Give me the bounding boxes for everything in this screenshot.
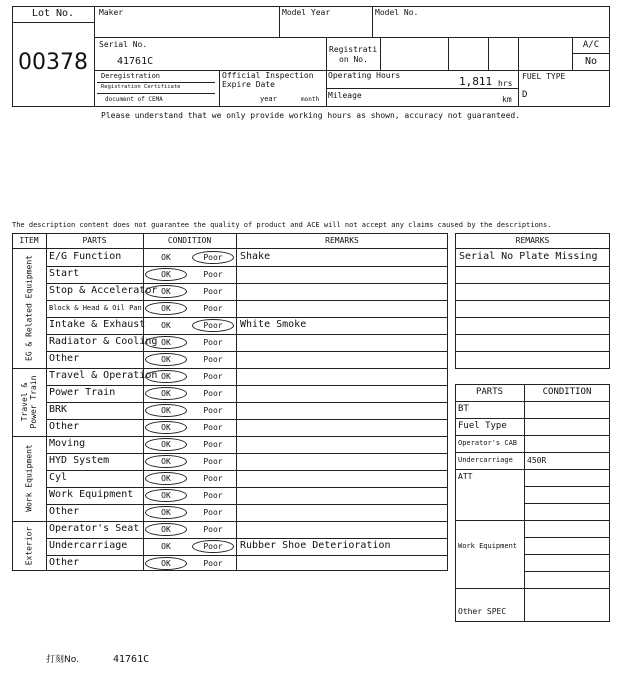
other-spec-label: Other SPEC — [458, 607, 507, 616]
model-no-label: Model No. — [375, 8, 419, 17]
row-divider — [46, 266, 448, 267]
divider — [326, 37, 327, 107]
poor-option[interactable]: Poor — [203, 253, 223, 262]
divider — [518, 37, 519, 107]
row-divider — [455, 266, 610, 267]
row-divider — [46, 470, 448, 471]
selection-circle — [192, 251, 234, 264]
selection-circle — [145, 421, 187, 434]
row-divider — [455, 317, 610, 318]
ok-option[interactable]: OK — [161, 304, 171, 313]
poor-option[interactable]: Poor — [203, 542, 223, 551]
part-label: Start — [49, 268, 80, 279]
undercarriage-label: Undercarriage — [458, 456, 513, 464]
selection-circle — [192, 319, 234, 332]
bt-label: BT — [458, 404, 469, 414]
part-label: Power Train — [49, 387, 116, 398]
work-equipment-label: Work Equipment — [458, 542, 518, 550]
divider — [279, 6, 280, 37]
selection-circle — [145, 353, 187, 366]
ok-option[interactable]: OK — [161, 321, 171, 330]
row-divider — [46, 487, 448, 488]
operating-hours-label: Operating Hours — [328, 71, 401, 80]
deregistration-label: Deregistration — [101, 72, 161, 80]
row-divider — [46, 300, 448, 301]
selection-circle — [145, 455, 187, 468]
selection-circle — [145, 268, 187, 281]
selection-circle — [145, 285, 187, 298]
selection-circle — [145, 489, 187, 502]
divider — [524, 486, 610, 487]
ok-option[interactable]: OK — [161, 287, 171, 296]
undercarriage-value: 450R — [527, 456, 547, 465]
row-divider — [46, 504, 448, 505]
divider — [380, 37, 381, 70]
col-header-item: ITEM — [19, 236, 39, 245]
ok-option[interactable]: OK — [161, 542, 171, 551]
model-year-label: Model Year — [282, 8, 331, 17]
selection-circle — [145, 302, 187, 315]
ok-option[interactable]: OK — [161, 389, 171, 398]
part-label: Intake & Exhaust — [49, 319, 146, 330]
divider — [488, 37, 489, 70]
group-label: Travel & Power Train — [20, 375, 38, 429]
registration-label-2: on No. — [339, 55, 368, 64]
row-divider — [46, 538, 448, 539]
ok-option[interactable]: OK — [161, 372, 171, 381]
poor-option[interactable]: Poor — [203, 423, 223, 432]
mileage-label: Mileage — [328, 91, 362, 100]
group-label: EG & Related Equipment — [24, 254, 33, 361]
header-block — [12, 6, 610, 107]
row-divider — [46, 351, 448, 352]
row-divider — [46, 334, 448, 335]
divider — [572, 53, 610, 54]
part-label: Stop & Accelerator — [49, 285, 158, 296]
lot-number: 00378 — [18, 50, 88, 75]
ok-option[interactable]: OK — [161, 457, 171, 466]
part-label: Other — [49, 421, 80, 432]
stamp-value: 41761C — [113, 654, 150, 665]
ok-option[interactable]: OK — [161, 406, 171, 415]
col-header-condition: CONDITION — [167, 236, 212, 245]
divider — [524, 503, 610, 504]
ok-option[interactable]: OK — [161, 474, 171, 483]
operator-cab-label: Operator's CAB — [458, 439, 518, 447]
row-divider — [46, 555, 448, 556]
divider — [326, 88, 518, 89]
divider — [94, 37, 610, 38]
condition-header: CONDITION — [542, 387, 592, 397]
row-divider — [455, 334, 610, 335]
ac-label: A/C — [582, 40, 600, 50]
operating-hours-value: 1,811 — [459, 75, 493, 88]
lot-label: Lot No. — [31, 8, 75, 19]
reg-cert-label: Registration Certificate — [101, 84, 181, 90]
poor-option[interactable]: Poor — [203, 372, 223, 381]
poor-option[interactable]: Poor — [203, 440, 223, 449]
km-unit: km — [502, 95, 512, 104]
poor-option[interactable]: Poor — [203, 508, 223, 517]
selection-circle — [145, 438, 187, 451]
fuel-type-part-label: Fuel Type — [458, 421, 507, 431]
part-label: Other — [49, 506, 80, 517]
row-divider — [46, 521, 448, 522]
year-label: year — [260, 95, 277, 103]
stamp-label: 打刻No. — [46, 655, 79, 665]
selection-circle — [145, 472, 187, 485]
att-label: ATT — [458, 472, 473, 481]
remark-text: White Smoke — [240, 319, 307, 330]
divider — [455, 435, 610, 436]
divider — [97, 93, 215, 94]
col-header-remarks-right: REMARKS — [515, 236, 550, 245]
divider — [12, 248, 448, 249]
poor-option[interactable]: Poor — [203, 321, 223, 330]
row-divider — [46, 283, 448, 284]
month-label: month — [301, 96, 320, 103]
selection-circle — [145, 404, 187, 417]
divider — [94, 6, 95, 107]
part-label: HYD System — [49, 455, 110, 466]
part-label: Block & Head & Oil Pan — [49, 304, 142, 312]
cema-label: document of CEMA — [105, 96, 163, 103]
divider — [524, 554, 610, 555]
divider — [455, 469, 610, 470]
poor-option[interactable]: Poor — [203, 474, 223, 483]
group-divider — [12, 436, 46, 437]
divider — [455, 401, 610, 402]
registration-label: Registrati — [329, 45, 378, 54]
divider — [219, 70, 220, 107]
serial-label: Serial No. — [99, 40, 148, 49]
ok-option[interactable]: OK — [161, 270, 171, 279]
col-header-parts: PARTS — [82, 236, 107, 245]
ok-option[interactable]: OK — [161, 559, 171, 568]
poor-option[interactable]: Poor — [203, 491, 223, 500]
part-label: Other — [49, 353, 80, 364]
poor-option[interactable]: Poor — [203, 270, 223, 279]
ok-option[interactable]: OK — [161, 253, 171, 262]
ok-option[interactable]: OK — [161, 491, 171, 500]
row-divider — [46, 436, 448, 437]
inspection-label: Official Inspection — [222, 71, 314, 80]
group-label: Exterior — [24, 526, 33, 565]
ok-option[interactable]: OK — [161, 423, 171, 432]
poor-option[interactable]: Poor — [203, 559, 223, 568]
divider — [455, 418, 610, 419]
poor-option[interactable]: Poor — [203, 338, 223, 347]
poor-option[interactable]: Poor — [203, 457, 223, 466]
part-label: Cyl — [49, 472, 68, 483]
poor-option[interactable]: Poor — [203, 406, 223, 415]
divider — [455, 588, 610, 589]
poor-option[interactable]: Poor — [203, 287, 223, 296]
part-label: Travel & Operation — [49, 370, 158, 381]
divider — [455, 452, 610, 453]
row-divider — [455, 351, 610, 352]
part-label: Operator's Seat — [49, 523, 140, 534]
col-header-remarks: REMARKS — [325, 236, 359, 245]
row-divider — [46, 453, 448, 454]
row-divider — [46, 385, 448, 386]
selection-circle — [145, 387, 187, 400]
poor-option[interactable]: Poor — [203, 525, 223, 534]
maker-label: Maker — [99, 8, 124, 17]
ok-option[interactable]: OK — [161, 508, 171, 517]
part-label: BRK — [49, 404, 68, 415]
row-divider — [46, 368, 448, 369]
selection-circle — [145, 523, 187, 536]
group-label: Work Equipment — [24, 443, 33, 512]
remark-text: Rubber Shoe Deterioration — [240, 540, 391, 551]
divider — [448, 37, 449, 70]
ok-option[interactable]: OK — [161, 338, 171, 347]
divider — [455, 248, 610, 249]
part-label: E/G Function — [49, 251, 122, 262]
part-label: Undercarriage — [49, 540, 128, 551]
remark-text: Shake — [240, 251, 271, 262]
selection-circle — [192, 540, 234, 553]
ac-value: No — [584, 56, 598, 67]
poor-option[interactable]: Poor — [203, 389, 223, 398]
part-label: Other — [49, 557, 80, 568]
divider — [455, 520, 610, 521]
disclaimer-text: The description content does not guarantee the quality of product and ACE will not accept any claims caused by the descriptions. — [12, 221, 552, 229]
divider — [524, 571, 610, 572]
ok-option[interactable]: OK — [161, 355, 171, 364]
inspection-label-2: Expire Date — [222, 80, 275, 89]
fuel-type-value: D — [522, 90, 528, 100]
notice-text: Please understand that we only provide working hours as shown, accuracy not guaranteed. — [101, 111, 521, 120]
row-divider — [455, 283, 610, 284]
selection-circle — [145, 336, 187, 349]
hrs-unit: hrs — [498, 79, 513, 88]
part-label: Work Equipment — [49, 489, 134, 500]
divider — [97, 82, 215, 83]
poor-option[interactable]: Poor — [203, 355, 223, 364]
divider — [372, 6, 373, 37]
group-divider — [12, 521, 46, 522]
divider — [12, 22, 94, 23]
divider — [524, 537, 610, 538]
selection-circle — [145, 370, 187, 383]
serial-value: 41761C — [117, 56, 154, 67]
part-label: Radiator & Cooling — [49, 336, 158, 347]
parts-header: PARTS — [475, 387, 504, 397]
row-divider — [46, 419, 448, 420]
ok-option[interactable]: OK — [161, 525, 171, 534]
selection-circle — [145, 557, 187, 570]
selection-circle — [145, 506, 187, 519]
right-remark-text: Serial No Plate Missing — [459, 251, 598, 262]
part-label: Moving — [49, 438, 86, 449]
ok-option[interactable]: OK — [161, 440, 171, 449]
group-divider — [12, 368, 46, 369]
row-divider — [455, 300, 610, 301]
fuel-type-label: FUEL TYPE — [522, 72, 566, 81]
row-divider — [46, 402, 448, 403]
poor-option[interactable]: Poor — [203, 304, 223, 313]
row-divider — [46, 317, 448, 318]
